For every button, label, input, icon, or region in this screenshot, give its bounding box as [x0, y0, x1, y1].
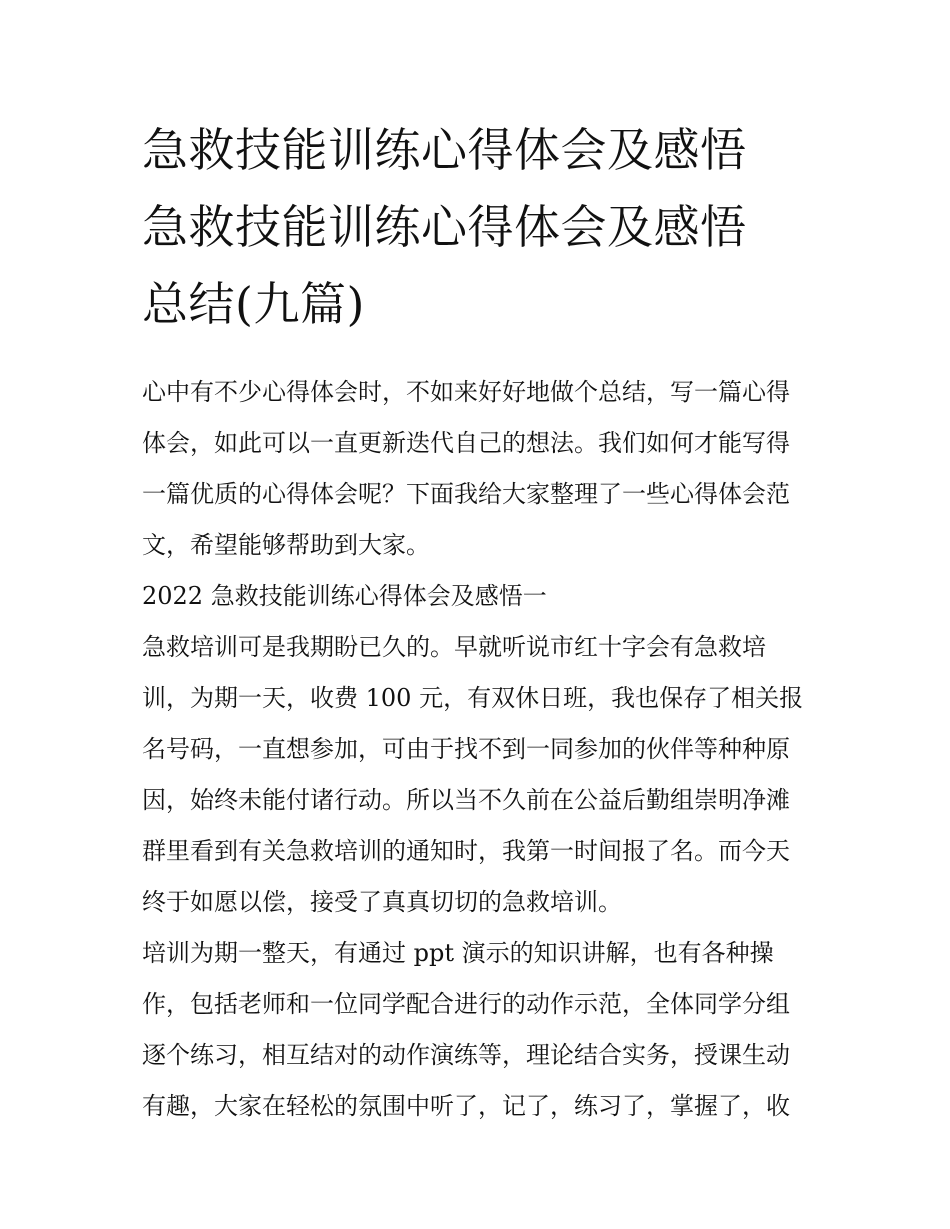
text-line: 一篇优质的心得体会呢？下面我给大家整理了一些心得体会范	[142, 480, 790, 508]
text-line: 有趣，大家在轻松的氛围中听了，记了，练习了，掌握了，收	[142, 1092, 790, 1120]
text-line: 培训为期一整天，有通过 ppt 演示的知识讲解，也有各种操	[142, 939, 774, 967]
text-line: 群里看到有关急救培训的通知时，我第一时间报了名。而今天	[142, 837, 790, 865]
body-paragraph	[142, 622, 814, 928]
intro-paragraph	[142, 367, 814, 571]
title-line: 总结(九篇)	[142, 277, 365, 331]
text-line: 体会，如此可以一直更新迭代自己的想法。我们如何才能写得	[142, 429, 790, 457]
document-body	[142, 367, 814, 1132]
text-line: 作，包括老师和一位同学配合进行的动作示范，全体同学分组	[142, 990, 790, 1018]
body-paragraph	[142, 928, 814, 1132]
text-line: 文，希望能够帮助到大家。	[142, 531, 430, 559]
text-line: 名号码，一直想参加，可由于找不到一同参加的伙伴等种种原	[142, 735, 790, 763]
text-line: 心中有不少心得体会时，不如来好好地做个总结，写一篇心得	[142, 378, 790, 406]
text-line: 训，为期一天，收费 100 元，有双休日班，我也保存了相关报	[142, 684, 804, 712]
section-heading	[142, 571, 814, 622]
text-line: 终于如愿以偿，接受了真真切切的急救培训。	[142, 888, 622, 916]
document-title	[142, 112, 814, 343]
text-line: 急救培训可是我期盼已久的。早就听说市红十字会有急救培	[142, 633, 766, 661]
title-line: 急救技能训练心得体会及感悟	[142, 200, 747, 254]
document-page	[142, 112, 814, 1132]
text-line: 因，始终未能付诸行动。所以当不久前在公益后勤组崇明净滩	[142, 786, 790, 814]
text-line: 逐个练习，相互结对的动作演练等，理论结合实务，授课生动	[142, 1041, 790, 1069]
text-line: 2022 急救技能训练心得体会及感悟一	[142, 582, 547, 610]
title-line: 急救技能训练心得体会及感悟	[142, 123, 747, 177]
